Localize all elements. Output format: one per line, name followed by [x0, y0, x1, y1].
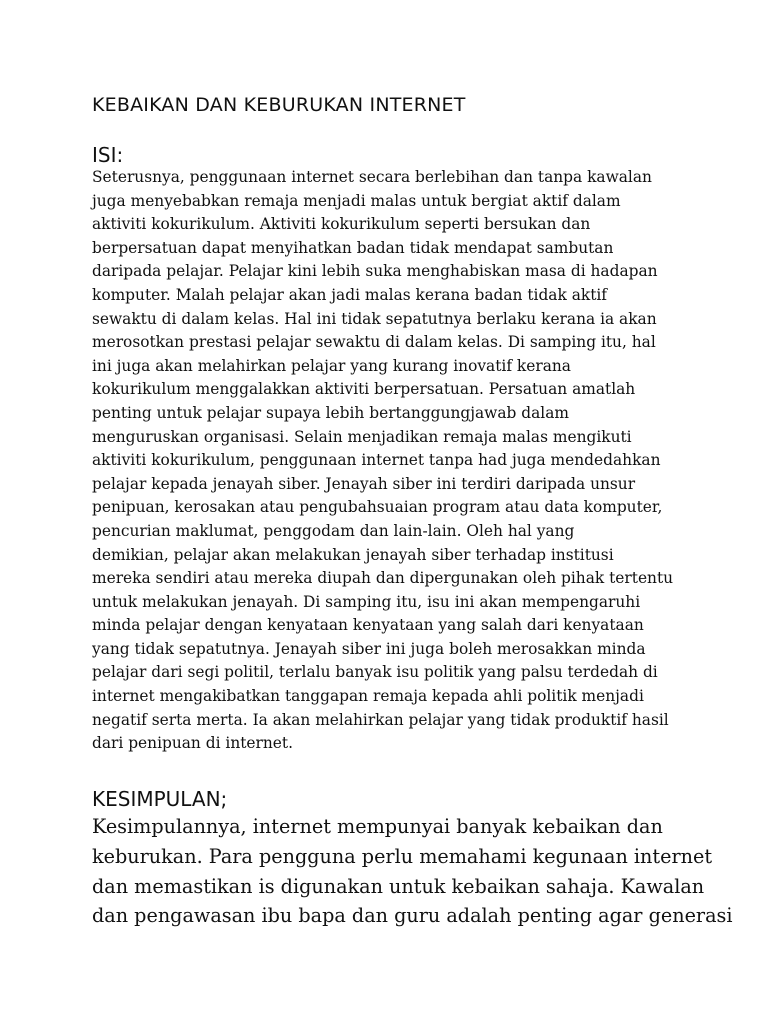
- isi-line: aktiviti kokurikulum, penggunaan internet tanpa had juga mendedahkan: [92, 451, 661, 470]
- isi-line: mereka sendiri atau mereka diupah dan dipergunakan oleh pihak tertentu: [92, 569, 674, 588]
- isi-line: daripada pelajar. Pelajar kini lebih suka menghabiskan masa di hadapan: [92, 262, 658, 281]
- isi-line: untuk melakukan jenayah. Di samping itu, isu ini akan mempengaruhi: [92, 592, 641, 611]
- isi-line: yang tidak sepatutnya. Jenayah siber ini juga boleh merosakkan minda: [92, 639, 646, 658]
- isi-line: pencurian maklumat, penggodam dan lain-lain. Oleh hal yang: [92, 521, 575, 540]
- isi-line: internet mengakibatkan tanggapan remaja kepada ahli politik menjadi: [92, 687, 644, 706]
- isi-heading: ISI:: [92, 143, 124, 167]
- kesimpulan-line: dan pengawasan ibu bapa dan guru adalah penting agar generasi: [92, 904, 733, 928]
- isi-line: ini juga akan melahirkan pelajar yang kurang inovatif kerana: [92, 356, 571, 375]
- document-title: KEBAIKAN DAN KEBURUKAN INTERNET: [92, 94, 466, 116]
- isi-line: kokurikulum menggalakkan aktiviti berpersatuan. Persatuan amatlah: [92, 380, 636, 399]
- isi-line: demikian, pelajar akan melakukan jenayah siber terhadap institusi: [92, 545, 614, 564]
- isi-line: penipuan, kerosakan atau pengubahsuaian program atau data komputer,: [92, 498, 663, 517]
- kesimpulan-line: Kesimpulannya, internet mempunyai banyak kebaikan dan: [92, 815, 663, 838]
- isi-line: menguruskan organisasi. Selain menjadikan remaja malas mengikuti: [92, 427, 632, 446]
- kesimpulan-line: keburukan. Para pengguna perlu memahami kegunaan internet: [92, 844, 713, 868]
- isi-line: dari penipuan di internet.: [92, 734, 293, 753]
- kesimpulan-line: dan memastikan is digunakan untuk kebaikan sahaja. Kawalan: [92, 874, 705, 898]
- isi-paragraph: [92, 166, 682, 756]
- isi-line: sewaktu di dalam kelas. Hal ini tidak sepatutnya berlaku kerana ia akan: [92, 309, 657, 328]
- isi-line: penting untuk pelajar supaya lebih bertanggungjawab dalam: [92, 403, 569, 422]
- isi-line: Seterusnya, penggunaan internet secara berlebihan dan tanpa kawalan: [92, 168, 652, 186]
- isi-line: berpersatuan dapat menyihatkan badan tidak mendapat sambutan: [92, 238, 614, 257]
- isi-line: juga menyebabkan remaja menjadi malas untuk bergiat aktif dalam: [92, 191, 621, 210]
- isi-line: aktiviti kokurikulum. Aktiviti kokurikulum seperti bersukan dan: [92, 215, 591, 234]
- isi-line: pelajar kepada jenayah siber. Jenayah siber ini terdiri daripada unsur: [92, 474, 636, 493]
- isi-line: minda pelajar dengan kenyataan kenyataan yang salah dari kenyataan: [92, 616, 644, 635]
- kesimpulan-paragraph: [92, 812, 733, 931]
- isi-line: komputer. Malah pelajar akan jadi malas kerana badan tidak aktif: [92, 285, 608, 304]
- isi-line: merosotkan prestasi pelajar sewaktu di dalam kelas. Di samping itu, hal: [92, 333, 656, 352]
- isi-line: pelajar dari segi politil, terlalu banyak isu politik yang palsu terdedah di: [92, 663, 658, 682]
- kesimpulan-heading: KESIMPULAN;: [92, 787, 228, 811]
- isi-line: negatif serta merta. Ia akan melahirkan pelajar yang tidak produktif hasil: [92, 710, 669, 729]
